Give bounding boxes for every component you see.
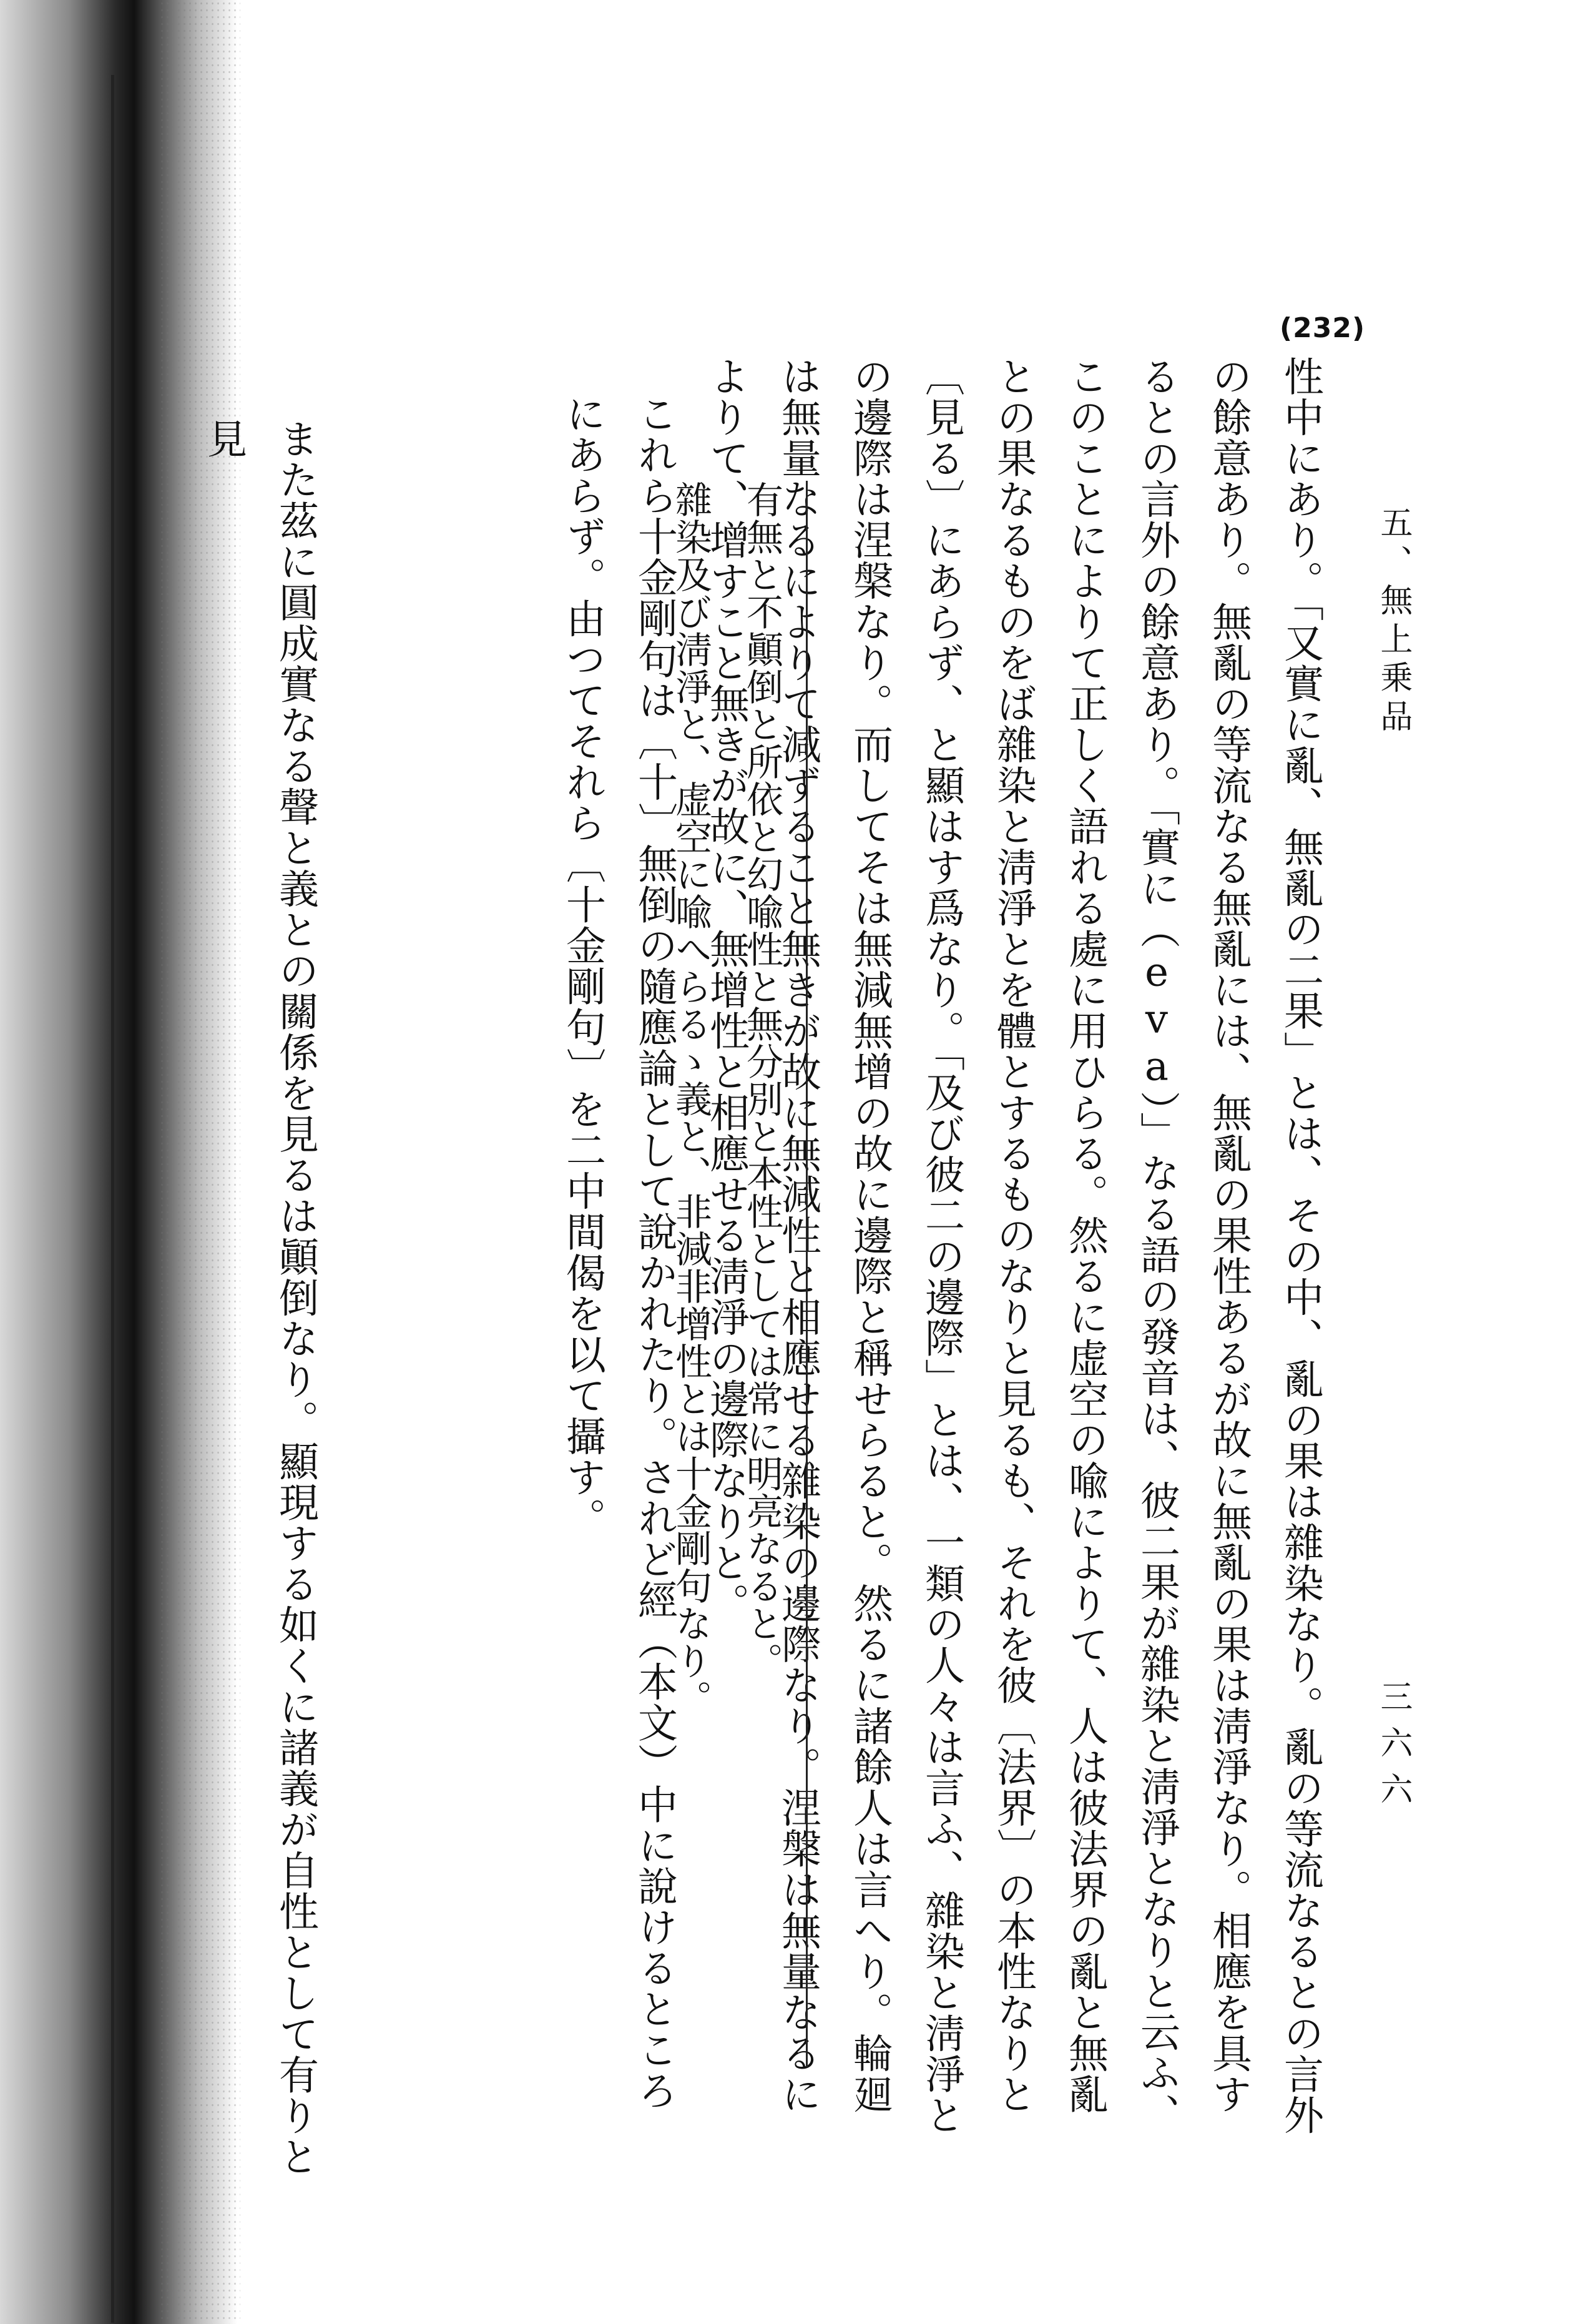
verse-1: 有無と不顚倒と所依と幻喩性と無分別と本性としては常に明亮なると。 [740,481,783,1680]
running-header: 五、無上乗品 [1375,506,1412,738]
paragraph-1: 性中にあり。「又實に亂、無亂の二果」とは、その中、亂の果は雜染なり。亂の等流なるとの言外の餘意あり。無亂の等流なる無亂には、無亂の果性あるが故に無亂の果は淸淨なり。相應を具するとの言外の餘意あり。「實に（eva）」なる語の發音は、彼二果が雜染と淸淨となりと云ふ、このことによりて正しく語れる處に用ひらる。然るに虚空の喩によりて、人は彼法界の亂と無亂との果なるものをば雜染と淸淨とを體とするものなりと見るも、それを彼〔法界〕の本性なりと〔見る〕にあらず、と顯はす爲なり。「及び彼二の邊際」とは、一類の人々は言ふ、雜染と淸淨との邊際は涅槃なり。而してそは無減無增の故に邊際と稱せらると。然るに諸餘人は言へり。輪廻は無量なるによりて減ずること無きが故に無減性と相應せる雜染の邊際なり。涅槃は無量なるによりて、增すこと無きが故に、無增性と相應せる淸淨の邊際なりと。 [703,356,1323,2135]
continuation-text [187,418,331,2204]
verse-block [655,481,808,2067]
page-number: (232) [1280,312,1366,344]
folio-number: 三六六 [1375,1680,1412,1818]
verse-section [655,481,811,2067]
binding-edge-line [111,75,114,2323]
paragraph-2: これら十金剛句は〔十〕無倒の隨應論として說かれたり。されど經（本文）中に說けるところにあらず。由つてそれら〔十金剛句〕を二中間偈を以て攝す。 [559,393,677,2111]
verse-2: 雜染及び淸淨と、虚空に喩へらるゝ義と、非減非增性とは十金剛句なり。 [669,481,712,1717]
continuation-line: また茲に圓成實なる聲と義との關係を見るは顚倒なり。顯現する如くに諸義が自性として有りと見 [200,418,318,2177]
